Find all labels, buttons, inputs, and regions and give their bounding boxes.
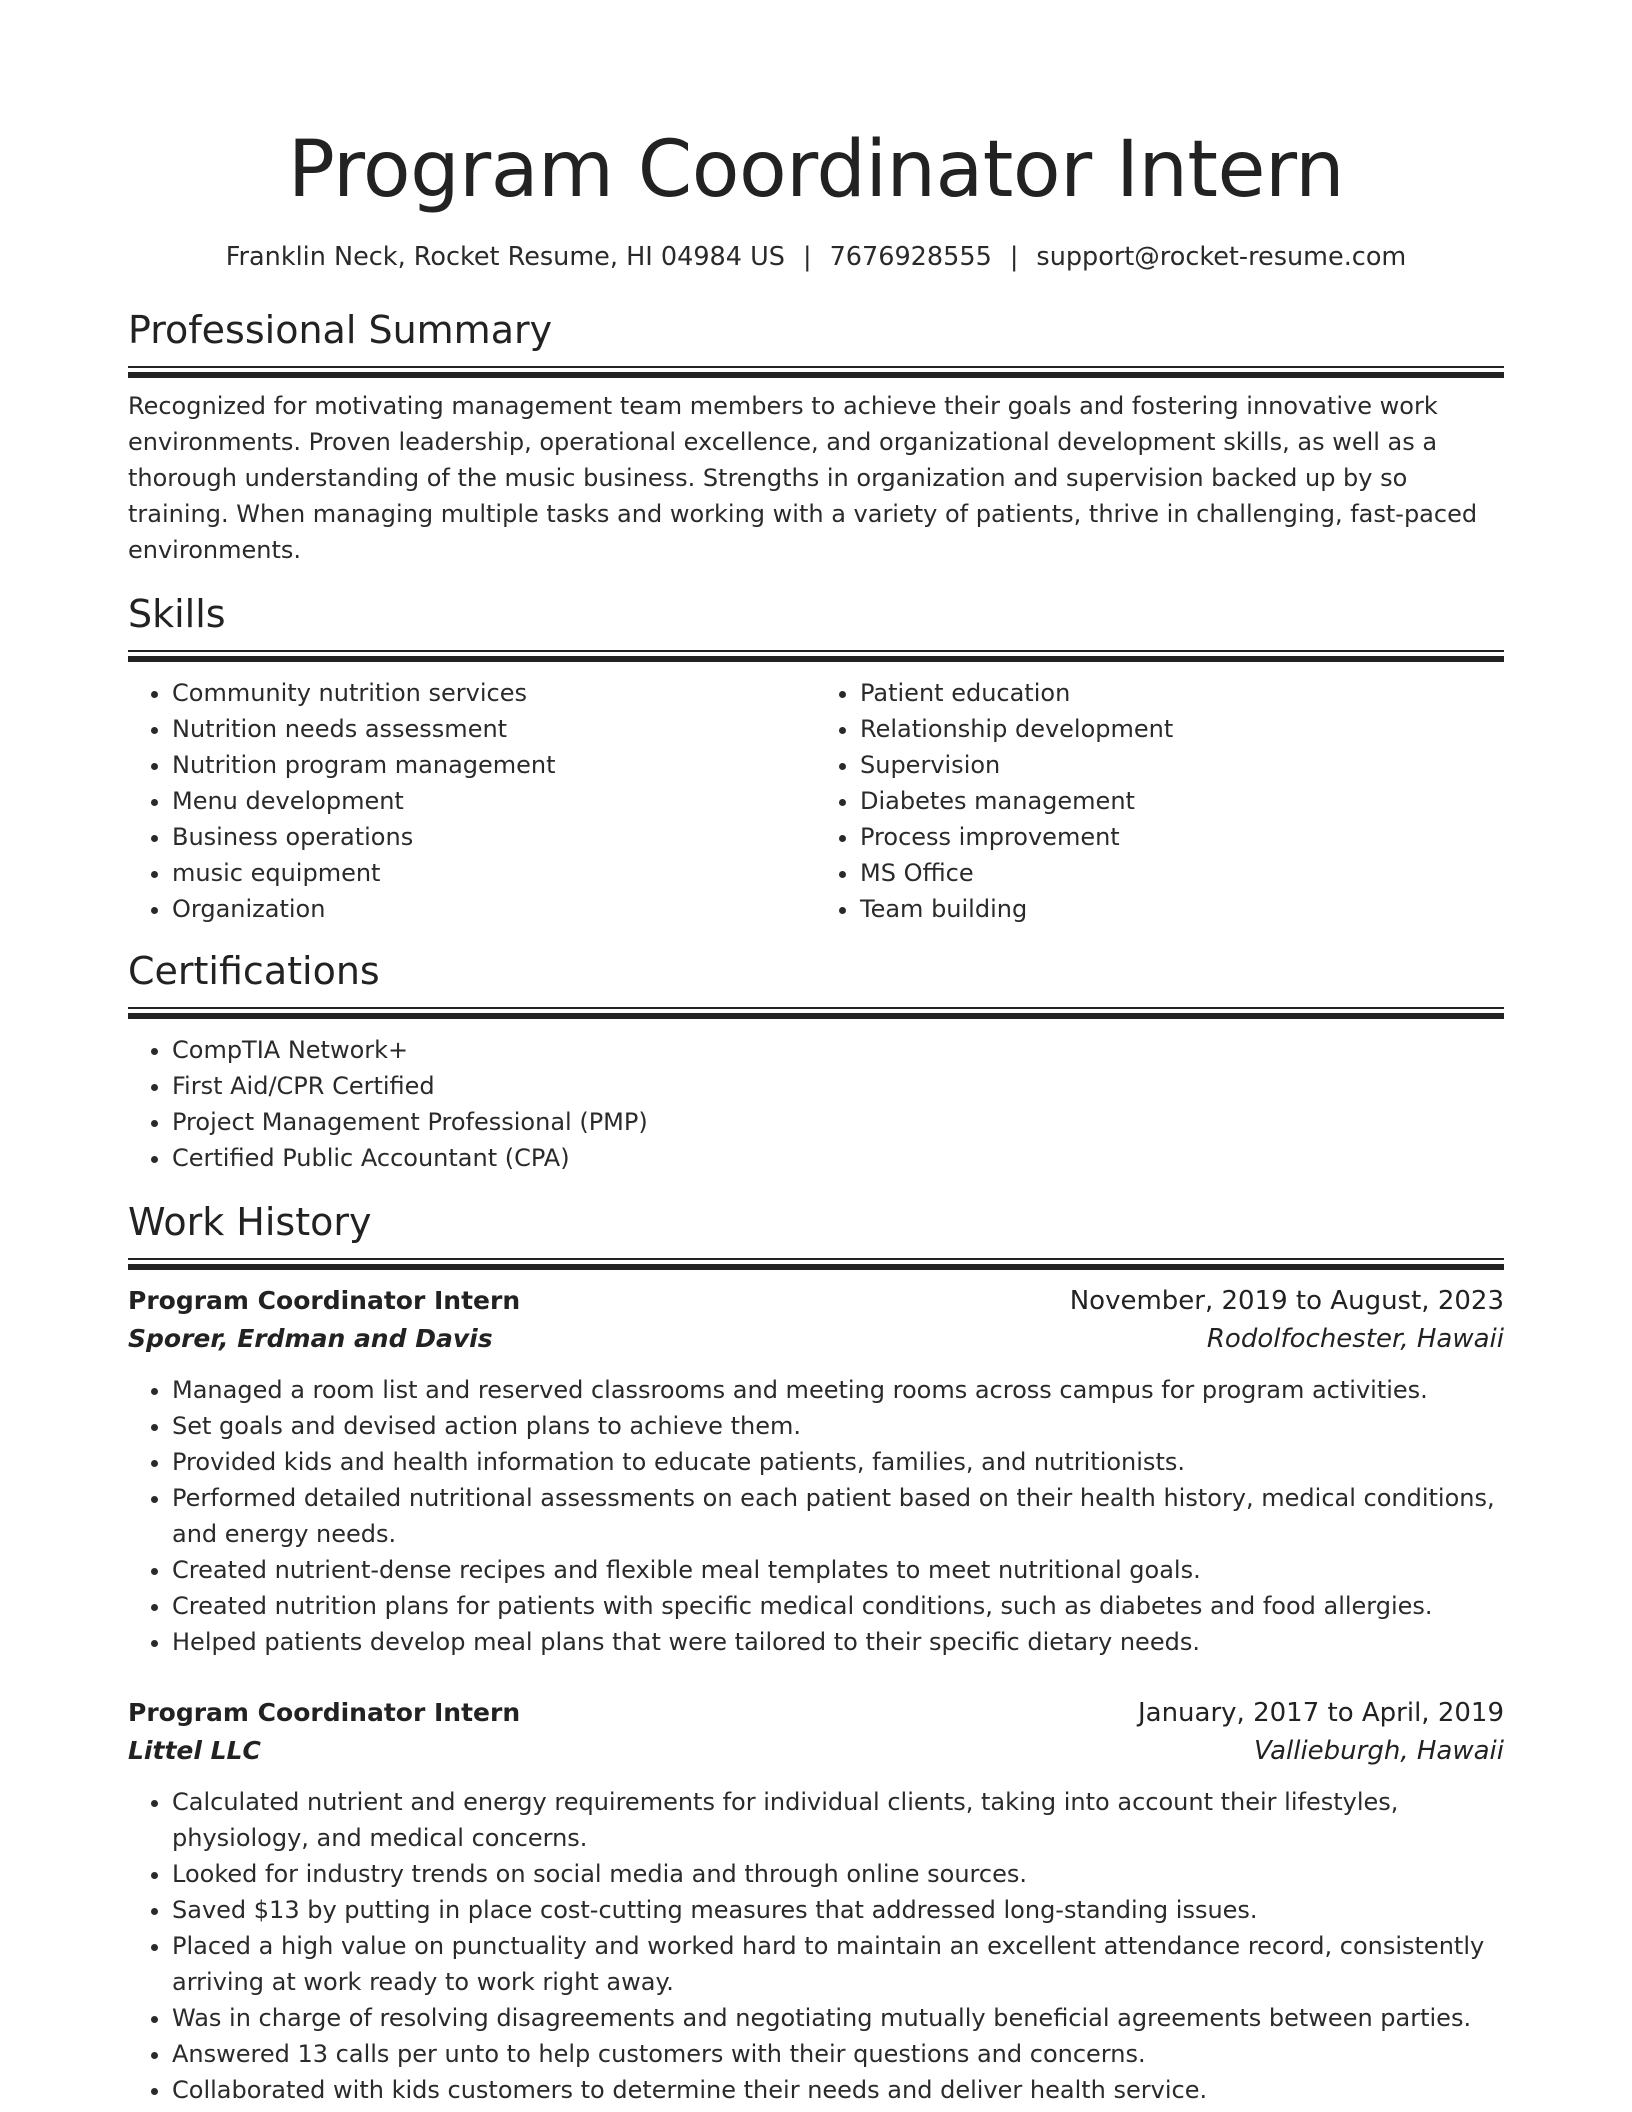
skill-item: • Diabetes management — [860, 783, 1504, 819]
job-title: Program Coordinator Intern — [128, 1286, 521, 1315]
job-bullet: • Performed detailed nutritional assessments on each patient based on their health history, medical conditions, and energy needs. — [172, 1480, 1504, 1552]
skill-item: • Menu development — [172, 783, 816, 819]
contact-phone: 7676928555 — [829, 242, 992, 272]
work-history-section — [128, 1198, 1504, 2108]
certifications-list — [128, 1032, 1504, 1176]
certification-item: • Certified Public Accountant (CPA) — [172, 1140, 1504, 1176]
skill-item: • Community nutrition services — [172, 675, 816, 711]
section-divider — [128, 366, 1504, 378]
summary-section — [128, 306, 1504, 568]
skill-item: • music equipment — [172, 855, 816, 891]
job-dates: November, 2019 to August, 2023 — [1069, 1286, 1504, 1316]
job-bullet: • Collaborated with kids customers to determine their needs and deliver health service. — [172, 2072, 1504, 2108]
contact-separator: | — [802, 242, 812, 272]
skill-item: • Organization — [172, 891, 816, 927]
section-divider — [128, 1007, 1504, 1019]
certifications-section — [128, 947, 1504, 1176]
section-divider — [128, 1258, 1504, 1270]
contact-email: support@rocket-resume.com — [1036, 242, 1407, 272]
job-company: Sporer, Erdman and Davis — [128, 1324, 493, 1353]
certification-item: • Project Management Professional (PMP) — [172, 1104, 1504, 1140]
job-bullet: • Calculated nutrient and energy requirements for individual clients, taking into account their lifestyles, physiology, and medical concerns. — [172, 1784, 1504, 1856]
job-bullet: • Placed a high value on punctuality and worked hard to maintain an excellent attendance record, consistently arriving at work ready to work right away. — [172, 1928, 1504, 2000]
certification-item: • First Aid/CPR Certified — [172, 1068, 1504, 1104]
resume-title: Program Coordinator Intern — [287, 125, 1345, 215]
skill-item: • Nutrition program management — [172, 747, 816, 783]
summary-text: Recognized for motivating management team members to achieve their goals and fostering innovative work environments. Proven leadership, operational excellence, and organizational development skills, as well as a thorough understanding of the music business. Strengths in organization and supervision backed up by so training. When managing multiple tasks and working with a variety of patients, thrive in challenging, fast-paced environments. — [128, 392, 1478, 564]
job-header — [128, 1694, 1504, 1732]
contact-separator: | — [1009, 242, 1019, 272]
job-bullets — [128, 1784, 1504, 2108]
skill-item: • Patient education — [860, 675, 1504, 711]
job-bullet: • Looked for industry trends on social media and through online sources. — [172, 1856, 1504, 1892]
skills-heading: Skills — [128, 592, 226, 636]
skills-list-left — [128, 675, 816, 927]
job-dates: January, 2017 to April, 2019 — [1137, 1698, 1504, 1728]
job-bullet: • Answered 13 calls per unto to help customers with their questions and concerns. — [172, 2036, 1504, 2072]
job-location: Vallieburgh, Hawaii — [1253, 1736, 1504, 1766]
skill-item: • Supervision — [860, 747, 1504, 783]
job-bullet: • Created nutrition plans for patients with specific medical conditions, such as diabetes and food allergies. — [172, 1588, 1504, 1624]
job-company: Littel LLC — [128, 1736, 261, 1765]
skill-item: • Business operations — [172, 819, 816, 855]
job-title: Program Coordinator Intern — [128, 1698, 521, 1727]
contact-address: Franklin Neck, Rocket Resume, HI 04984 US — [225, 242, 785, 272]
job-bullet: • Helped patients develop meal plans that were tailored to their specific dietary needs. — [172, 1624, 1504, 1660]
job-bullet: • Created nutrient-dense recipes and flexible meal templates to meet nutritional goals. — [172, 1552, 1504, 1588]
skill-item: • MS Office — [860, 855, 1504, 891]
skill-item: • Process improvement — [860, 819, 1504, 855]
skills-columns — [128, 675, 1504, 927]
job-bullet: • Was in charge of resolving disagreements and negotiating mutually beneficial agreements between parties. — [172, 2000, 1504, 2036]
job-subheader — [128, 1732, 1504, 1770]
section-divider — [128, 650, 1504, 662]
skill-item: • Nutrition needs assessment — [172, 711, 816, 747]
job-bullet: • Set goals and devised action plans to achieve them. — [172, 1408, 1504, 1444]
job-location: Rodolfochester, Hawaii — [1206, 1324, 1504, 1354]
job-entry — [128, 1694, 1504, 2108]
certification-item: • CompTIA Network+ — [172, 1032, 1504, 1068]
job-bullet: • Saved $13 by putting in place cost-cutting measures that addressed long-standing issues. — [172, 1892, 1504, 1928]
skill-item: • Team building — [860, 891, 1504, 927]
summary-heading: Professional Summary — [128, 308, 553, 352]
job-header — [128, 1282, 1504, 1320]
job-bullet: • Provided kids and health information to educate patients, families, and nutritionists. — [172, 1444, 1504, 1480]
contact-line — [128, 240, 1504, 274]
work-history-heading: Work History — [128, 1200, 372, 1244]
job-bullet: • Managed a room list and reserved classrooms and meeting rooms across campus for program activities. — [172, 1372, 1504, 1408]
job-bullets — [128, 1372, 1504, 1660]
skills-list-right — [816, 675, 1504, 927]
skills-section — [128, 590, 1504, 927]
skill-item: • Relationship development — [860, 711, 1504, 747]
certifications-heading: Certifications — [128, 949, 380, 993]
job-subheader — [128, 1320, 1504, 1358]
job-entry — [128, 1282, 1504, 1660]
